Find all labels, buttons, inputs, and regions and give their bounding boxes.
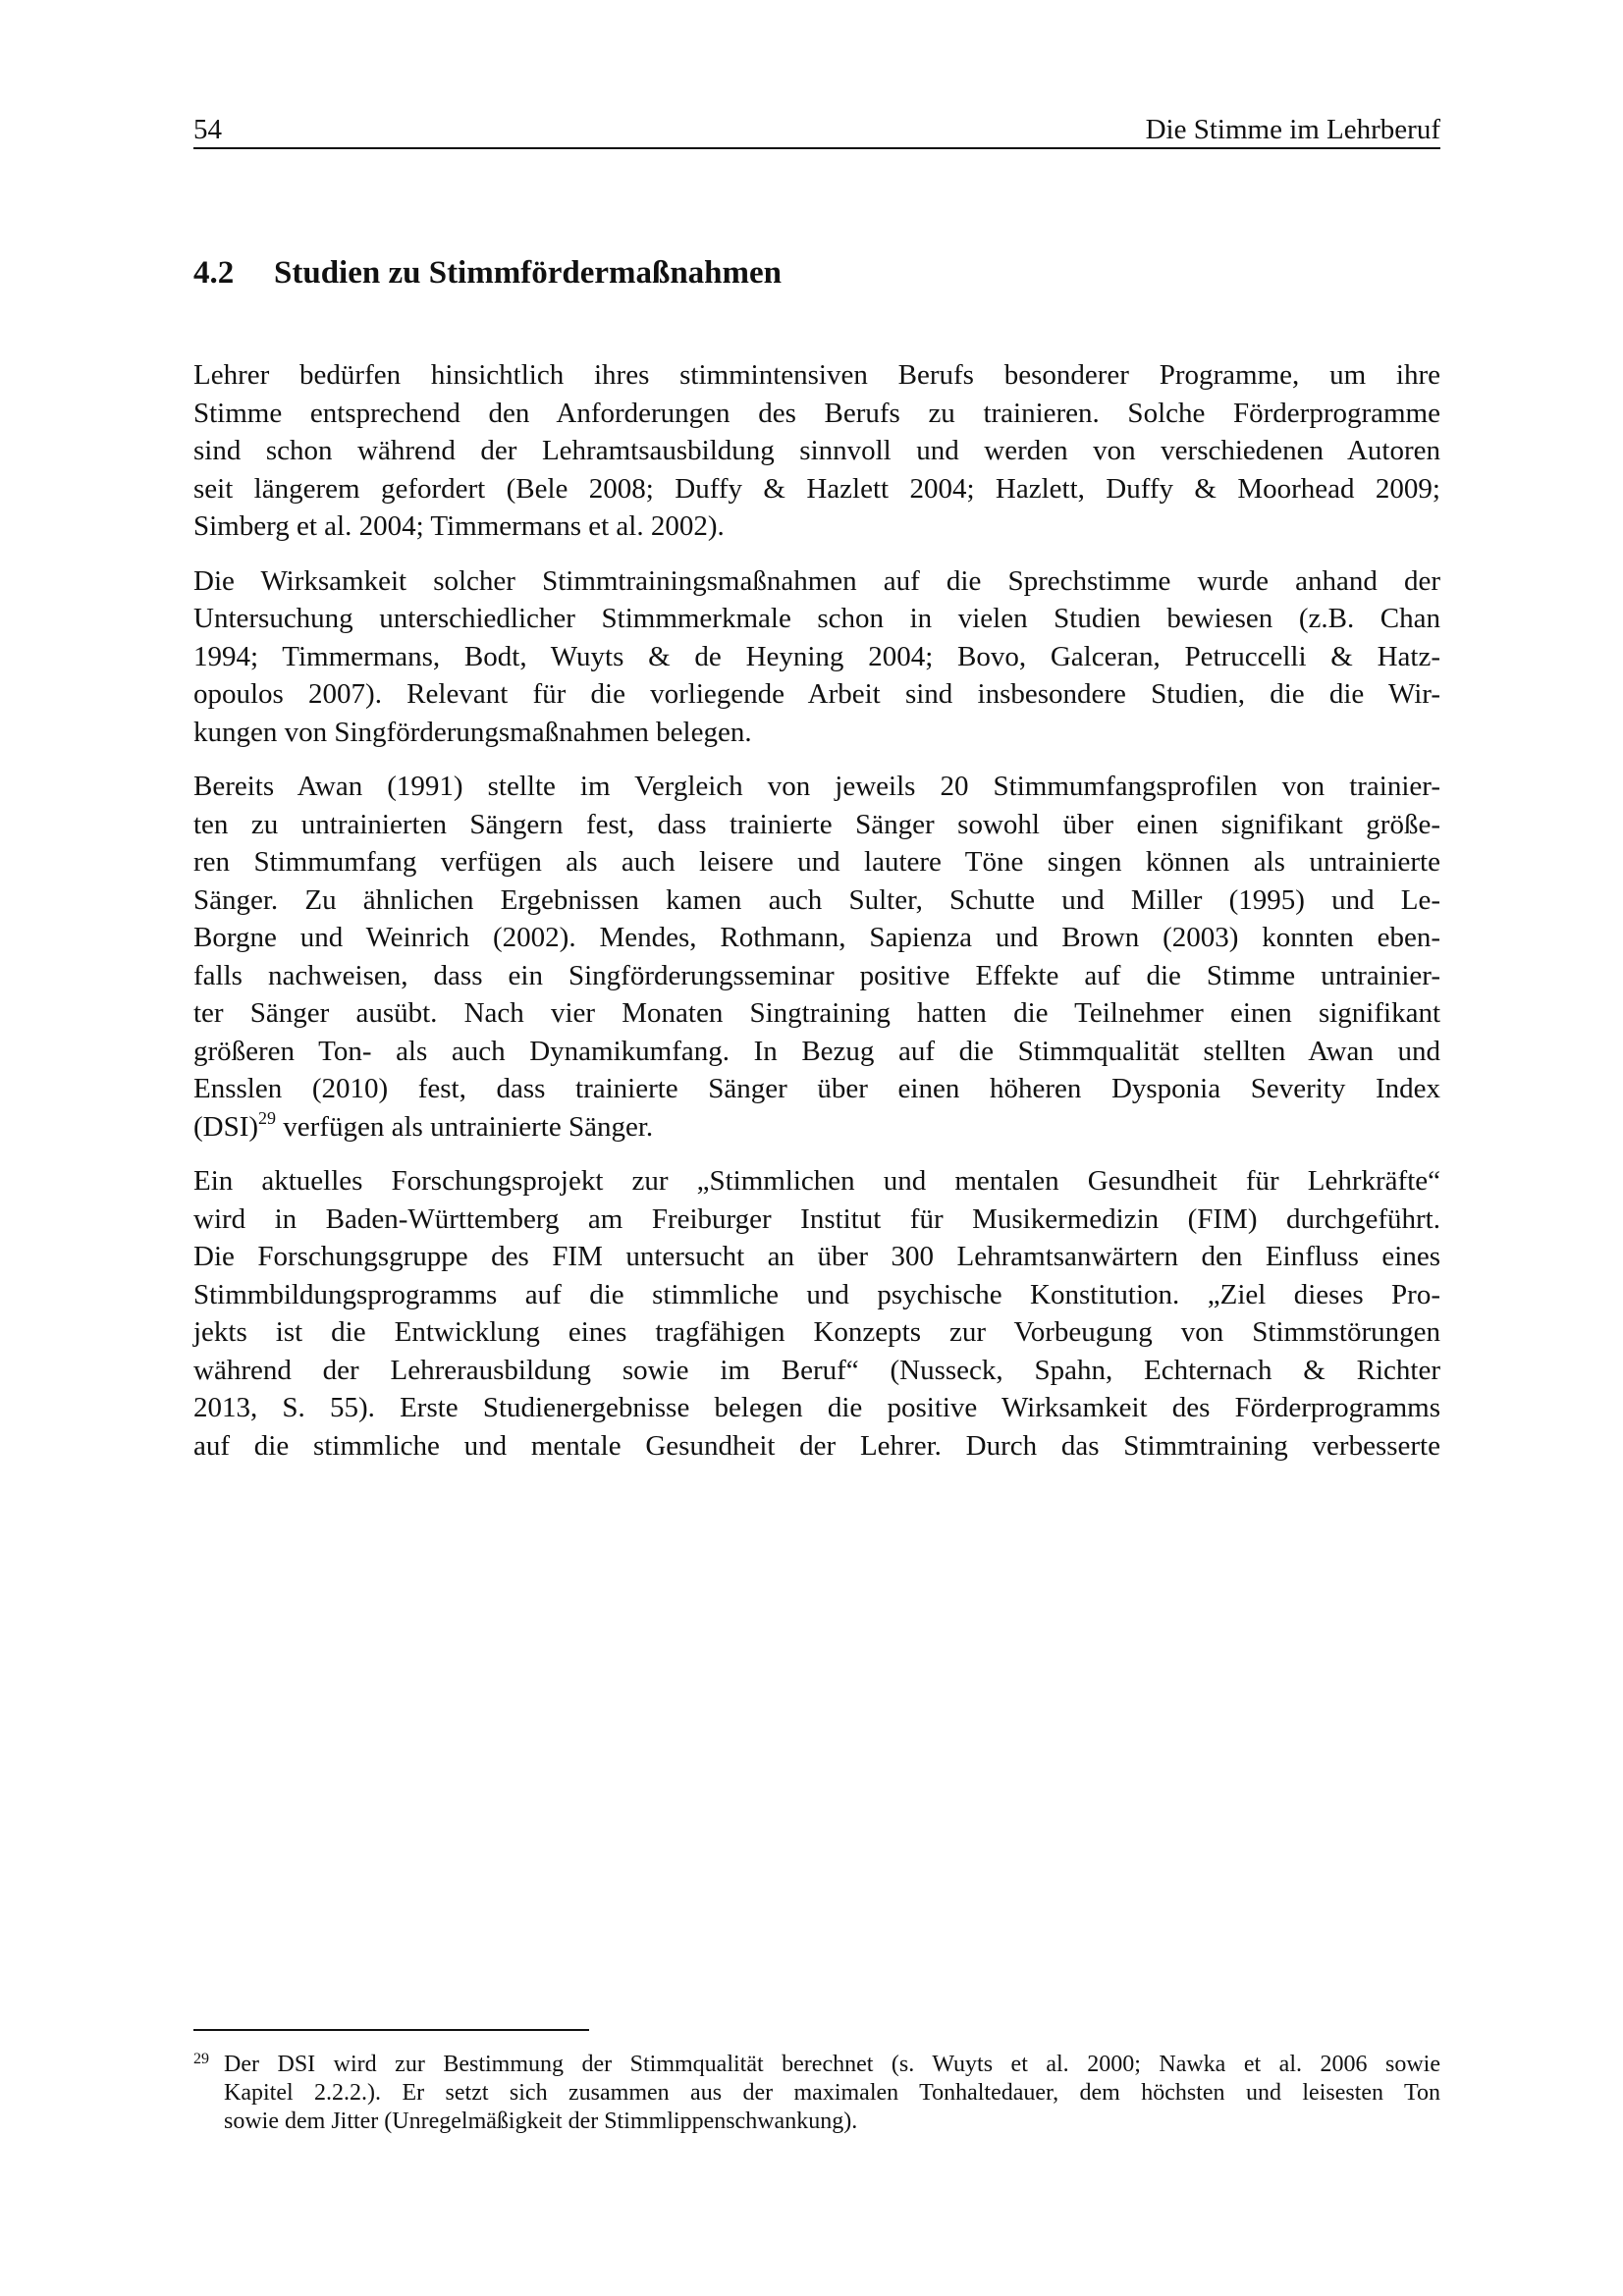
text-line: Bereits Awan (1991) stellte im Vergleich von jeweils 20 Stimmumfangsprofilen von trainier- bbox=[193, 771, 1440, 802]
text-line: falls nachweisen, dass ein Singförderungsseminar positive Effekte auf die Stimme untrainier- bbox=[193, 959, 1440, 991]
text-line bbox=[193, 1108, 1440, 1147]
text-line: größeren Ton- als auch Dynamikumfang. In Bezug auf die Stimmqualität stellten Awan und bbox=[193, 1035, 1440, 1067]
dsi-abbrev: (DSI) bbox=[193, 1110, 259, 1143]
footnote-29 bbox=[193, 2051, 1440, 2136]
text-line: ten zu untrainierten Sängern fest, dass trainierte Sänger sowohl über einen signifikant größe- bbox=[193, 808, 1440, 840]
text-line: opoulos 2007). Relevant für die vorliegende Arbeit sind insbesondere Studien, die die Wir- bbox=[193, 678, 1440, 710]
footnote-rule bbox=[193, 2029, 589, 2031]
body-text bbox=[193, 356, 1440, 1481]
paragraph-2 bbox=[193, 562, 1440, 752]
footnote-mark: 29 bbox=[193, 2051, 209, 2067]
text-line: auf die stimmliche und mentale Gesundheit der Lehrer. Durch das Stimmtraining verbesserte bbox=[193, 1429, 1440, 1462]
text-line: Borgne und Weinrich (2002). Mendes, Rothmann, Sapienza und Brown (2003) konnten eben- bbox=[193, 922, 1440, 953]
footnotes bbox=[193, 2051, 1440, 2136]
text-line: Untersuchung unterschiedlicher Stimmmerkmale schon in vielen Studien bewiesen (z.B. Chan bbox=[193, 603, 1440, 634]
text-line: während der Lehrerausbildung sowie im Beruf“ (Nusseck, Spahn, Echternach & Richter bbox=[193, 1354, 1440, 1386]
paragraph-1 bbox=[193, 356, 1440, 546]
footnote-line: Kapitel 2.2.2.). Er setzt sich zusammen aus der maximalen Tonhaltedauer, dem höchsten und leisesten Ton bbox=[224, 2080, 1440, 2106]
text-line: wird in Baden-Württemberg am Freiburger Institut für Musikermedizin (FIM) durchgeführt. bbox=[193, 1202, 1440, 1235]
text-line: Lehrer bedürfen hinsichtlich ihres stimmintensiven Berufs besonderer Programme, um ihre bbox=[193, 359, 1440, 391]
page-number: 54 bbox=[193, 114, 222, 145]
text-line: Sänger. Zu ähnlichen Ergebnissen kamen auch Sulter, Schutte und Miller (1995) und Le- bbox=[193, 883, 1440, 916]
text-line: seit längerem gefordert (Bele 2008; Duffy & Hazlett 2004; Hazlett, Duffy & Moorhead 2009; bbox=[193, 472, 1440, 505]
running-title: Die Stimme im Lehrberuf bbox=[1145, 114, 1440, 145]
paragraph-4 bbox=[193, 1162, 1440, 1465]
text-line: sind schon während der Lehramtsausbildung sinnvoll und werden von verschiedenen Autoren bbox=[193, 435, 1440, 466]
footnote-line: sowie dem Jitter (Unregelmäßigkeit der Stimmlippenschwankung). bbox=[224, 2109, 858, 2134]
running-header bbox=[193, 110, 1440, 149]
section-heading bbox=[193, 250, 782, 295]
section-title: Studien zu Stimmfördermaßnahmen bbox=[274, 255, 783, 291]
footnote-line: Der DSI wird zur Bestimmung der Stimmqualität berechnet (s. Wuyts et al. 2000; Nawka et al. 2006 sowie bbox=[224, 2052, 1440, 2077]
text-fragment: verfügen als untrainierte Sänger. bbox=[276, 1110, 654, 1143]
text-line: Stimme entsprechend den Anforderungen des Berufs zu trainieren. Solche Förderprogramme bbox=[193, 397, 1440, 429]
text-line: ter Sänger ausübt. Nach vier Monaten Singtraining hatten die Teilnehmer einen signifikant bbox=[193, 997, 1440, 1029]
header-rule bbox=[193, 147, 1440, 149]
text-line: kungen von Singförderungsmaßnahmen belegen. bbox=[193, 716, 752, 748]
text-line: Die Wirksamkeit solcher Stimmtrainingsmaßnahmen auf die Sprechstimme wurde anhand der bbox=[193, 564, 1440, 597]
section-number: 4.2 bbox=[193, 255, 235, 291]
text-line: Ensslen (2010) fest, dass trainierte Sänger über einen höheren Dysponia Severity Index bbox=[193, 1073, 1440, 1104]
text-line: ren Stimmumfang verfügen als auch leisere und lautere Töne singen können als untrainierte bbox=[193, 846, 1440, 878]
text-line: 2013, S. 55). Erste Studienergebnisse belegen die positive Wirksamkeit des Förderprogramms bbox=[193, 1392, 1440, 1423]
text-line: Stimmbildungsprogramms auf die stimmliche und psychische Konstitution. „Ziel dieses Pro- bbox=[193, 1278, 1440, 1310]
text-line: jekts ist die Entwicklung eines tragfähigen Konzepts zur Vorbeugung von Stimmstörungen bbox=[193, 1316, 1440, 1348]
text-line: Simberg et al. 2004; Timmermans et al. 2002). bbox=[193, 510, 725, 542]
paragraph-3 bbox=[193, 768, 1440, 1146]
text-line: Die Forschungsgruppe des FIM untersucht an über 300 Lehramtsanwärtern den Einfluss eines bbox=[193, 1241, 1440, 1272]
text-line: Ein aktuelles Forschungsprojekt zur „Stimmlichen und mentalen Gesundheit für Lehrkräfte“ bbox=[193, 1165, 1440, 1197]
footnote-reference-29[interactable]: 29 bbox=[258, 1107, 277, 1128]
text-line: 1994; Timmermans, Bodt, Wuyts & de Heyning 2004; Bovo, Galceran, Petruccelli & Hatz- bbox=[193, 640, 1440, 672]
